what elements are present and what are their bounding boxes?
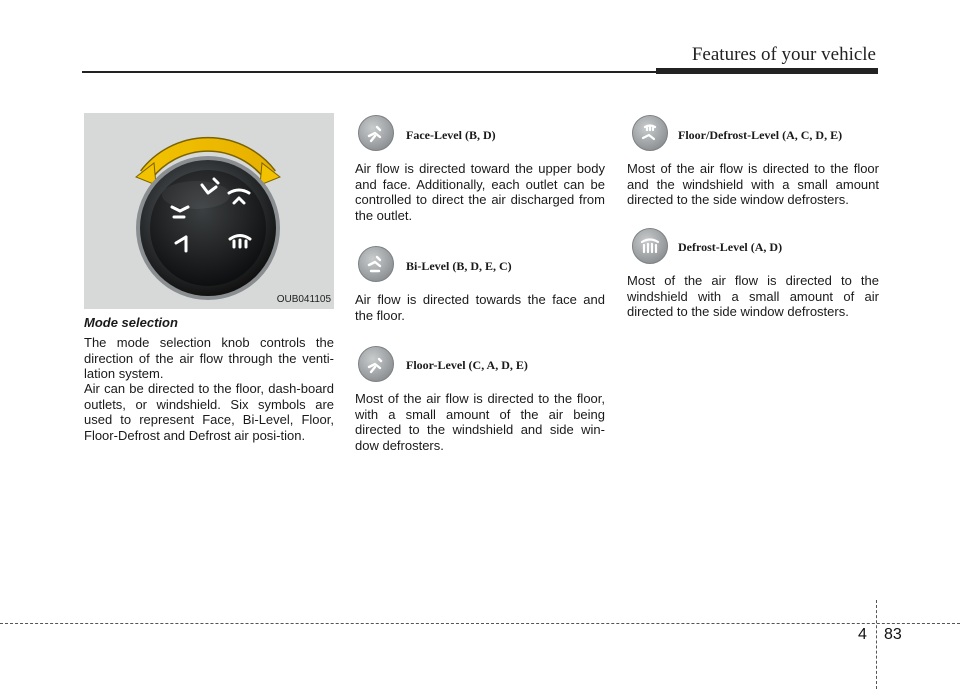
floor-level-icon <box>358 346 394 382</box>
header-rule-accent <box>656 68 878 74</box>
floor-defrost-level-icon <box>632 115 668 151</box>
page-number: 83 <box>884 626 902 643</box>
mode-text-face-level: Air flow is directed toward the upper body and face. Additionally, each outlet can be controlled to direct the air discharged from the outlet. <box>355 161 605 223</box>
mode-text-defrost-level: Most of the air flow is directed to the windshield with a small amount of air directed to the side window defrosters. <box>627 273 879 319</box>
mode-text-bi-level: Air flow is directed towards the face and the floor. <box>355 292 605 323</box>
footer-rule <box>0 623 960 624</box>
mode-title-bi-level: Bi-Level (B, D, E, C) <box>406 259 512 273</box>
mode-knob-illustration <box>84 113 334 309</box>
chapter-number: 4 <box>858 626 867 643</box>
bi-level-icon <box>358 246 394 282</box>
face-level-icon <box>358 115 394 151</box>
mode-intro-paragraph: The mode selection knob controls the direction of the air flow through the venti-lation system. <box>84 335 334 381</box>
mode-title-face-level: Face-Level (B, D) <box>406 128 496 142</box>
mode-knob-figure <box>84 113 334 309</box>
footer-divider <box>876 600 877 689</box>
page-header-title: Features of your vehicle <box>691 44 876 65</box>
mode-description-paragraph: Air can be directed to the floor, dash-board outlets, or windshield. Six symbols are used to represent Face, Bi-Level, Floor, Floor-Defrost and Defrost air posi-tion. <box>84 381 334 443</box>
mode-text-floor-level: Most of the air flow is directed to the floor, with a small amount of the air being directed to the windshield and side win-dow defrosters. <box>355 391 605 453</box>
figure-code: OUB041105 <box>276 294 331 305</box>
mode-title-floor-level: Floor-Level (C, A, D, E) <box>406 358 528 372</box>
section-heading: Mode selection <box>84 315 178 330</box>
mode-title-floor-defrost-level: Floor/Defrost-Level (A, C, D, E) <box>678 128 843 142</box>
defrost-level-icon <box>632 228 668 264</box>
mode-title-defrost-level: Defrost-Level (A, D) <box>678 240 783 254</box>
mode-text-floor-defrost-level: Most of the air flow is directed to the floor and the windshield with a small amount directed to the side window defrosters. <box>627 161 879 207</box>
